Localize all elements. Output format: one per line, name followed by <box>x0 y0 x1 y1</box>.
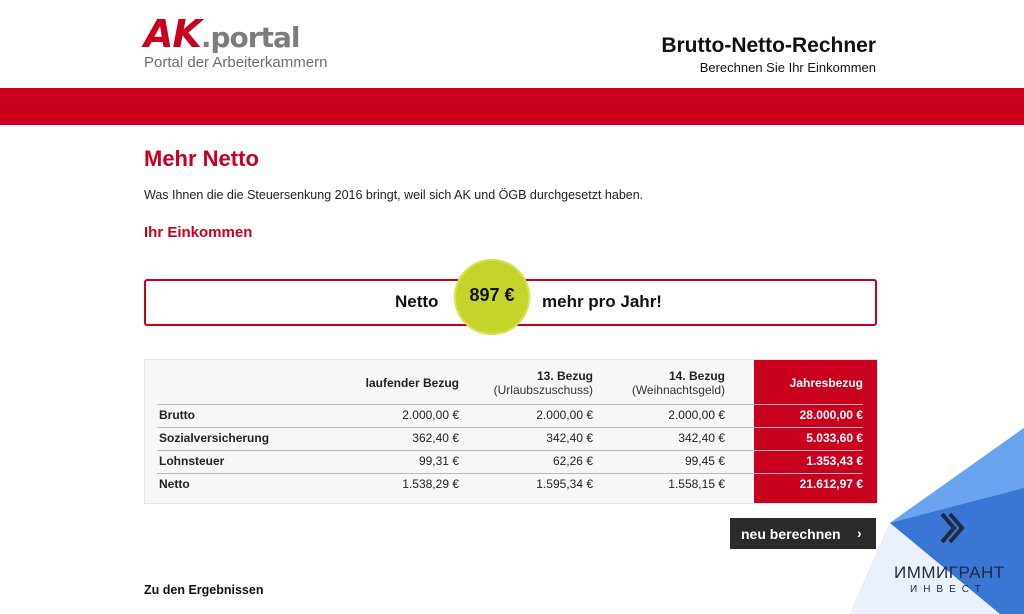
row-divider <box>157 404 863 405</box>
cell-lst-laufend: 99,31 € <box>418 454 459 468</box>
header-13-label: 13. Bezug <box>536 369 593 383</box>
cell-lst-annual: 1.353,43 € <box>806 454 863 468</box>
cell-netto-13: 1.595,34 € <box>536 477 593 491</box>
header-annual-label: Jahresbezug <box>789 376 863 390</box>
cell-sv-annual: 5.033,60 € <box>806 431 863 445</box>
cell-brutto-annual: 28.000,00 € <box>799 408 863 422</box>
cell-brutto-14: 2.000,00 € <box>668 408 725 422</box>
calculator-heading <box>661 34 876 75</box>
results-link[interactable]: Zu den Ergebnissen <box>144 583 264 597</box>
logo-mark <box>144 12 327 56</box>
netto-label: Netto <box>395 292 439 311</box>
logo-subtitle: Portal der Arbeiterkammern <box>144 54 328 71</box>
cell-sv-14: 342,40 € <box>678 431 725 445</box>
per-year-label: mehr pro Jahr! <box>542 292 662 311</box>
red-banner <box>0 88 1024 125</box>
cell-sv-laufend: 362,40 € <box>412 431 459 445</box>
header-13-bezug <box>475 369 593 397</box>
logo-portal: .portal <box>200 21 300 54</box>
watermark-sub: ИНВЕСТ <box>910 584 987 595</box>
header-jahresbezug <box>754 376 863 390</box>
calculator-subtitle: Berechnen Sie Ihr Einkommen <box>699 60 876 75</box>
page-title: Mehr Netto <box>144 146 259 171</box>
page-description: Was Ihnen die die Steuersenkung 2016 bringt, weil sich AK und ÖGB durchgesetzt haben. <box>144 188 644 202</box>
header-13-sub: (Urlaubszuschuss) <box>493 383 593 397</box>
row-label-sozialversicherung: Sozialversicherung <box>159 431 270 445</box>
chevron-right-icon: › <box>857 525 862 541</box>
header-14-bezug <box>607 369 725 397</box>
header-laufender-bezug <box>325 376 459 390</box>
cell-netto-laufend: 1.538,29 € <box>402 477 459 491</box>
row-divider <box>157 473 863 474</box>
section-title: Ihr Einkommen <box>144 224 253 241</box>
cell-netto-annual: 21.612,97 € <box>799 477 863 491</box>
income-table <box>144 359 878 504</box>
row-label-brutto: Brutto <box>159 408 195 422</box>
cell-sv-13: 342,40 € <box>546 431 593 445</box>
cell-brutto-13: 2.000,00 € <box>536 408 593 422</box>
row-divider <box>157 427 863 428</box>
watermark-name: ИММИГРАНТ <box>894 563 1005 582</box>
logo-ak: AK <box>144 12 201 56</box>
site-header <box>0 0 1024 88</box>
calculator-title: Brutto-Netto-Rechner <box>661 34 876 57</box>
row-divider <box>157 450 863 451</box>
header-laufender-label: laufender Bezug <box>365 376 459 390</box>
savings-value: 897 € <box>469 285 515 305</box>
row-label-lohnsteuer: Lohnsteuer <box>159 454 225 468</box>
cell-netto-14: 1.558,15 € <box>668 477 725 491</box>
header-14-label: 14. Bezug <box>668 369 725 383</box>
cell-brutto-laufend: 2.000,00 € <box>402 408 459 422</box>
ak-portal-logo[interactable] <box>144 12 327 71</box>
recalculate-label: neu berechnen <box>741 526 841 542</box>
row-label-netto: Netto <box>159 477 190 491</box>
cell-lst-14: 99,45 € <box>684 454 725 468</box>
header-14-sub: (Weihnachtsgeld) <box>631 383 725 397</box>
cell-lst-13: 62,26 € <box>552 454 593 468</box>
savings-badge <box>454 259 530 335</box>
